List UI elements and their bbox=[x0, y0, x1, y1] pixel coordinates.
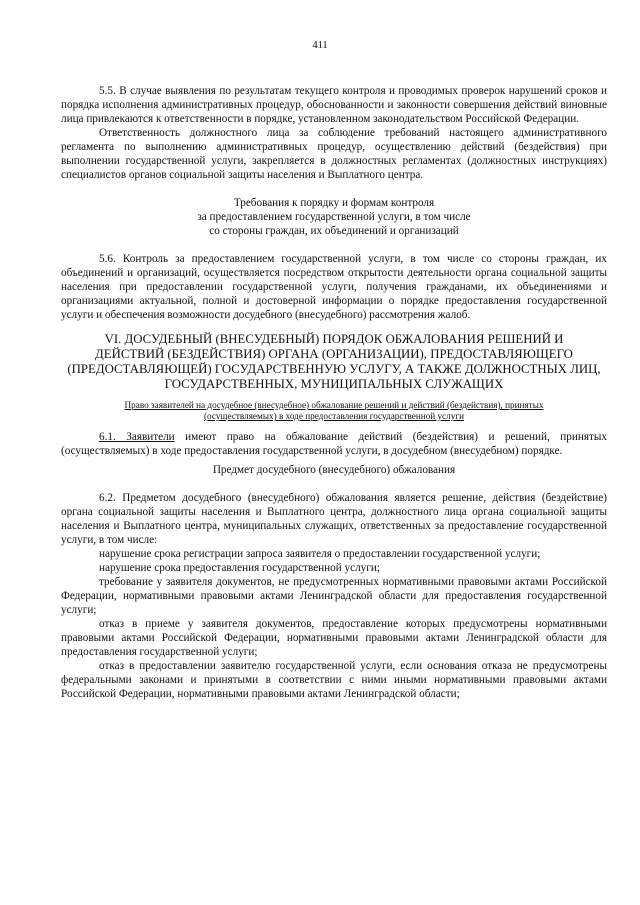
paragraph-6-1-lead: 6.1. Заявители bbox=[99, 431, 175, 443]
list-item: нарушение срока предоставления государственной услуги; bbox=[99, 562, 380, 574]
list-item: отказ в приеме у заявителя документов, предоставление которых предусмотрены нормативными правовыми актами Российской Федерации, нормативными правовыми актами Ленинградской области для предоставления государственной услуги; bbox=[61, 618, 607, 658]
list-item: нарушение срока регистрации запроса заявителя о предоставлении государственной услуги; bbox=[99, 548, 541, 560]
paragraph-6-1-rest: имеют право на обжалование действий (бездействия) и решений, принятых (осуществляемых) в ходе предоставления государственной услуги, в досудебном (внесудебном) порядке. bbox=[61, 431, 607, 457]
heading-control-line-3: со стороны граждан, их объединений и организаций bbox=[209, 225, 459, 237]
heading-control-line-1: Требования к порядку и формам контроля bbox=[233, 197, 435, 209]
spacer bbox=[61, 182, 607, 196]
paragraph-5-6: 5.6. Контроль за предоставлением государственной услуги, в том числе со стороны граждан, их объединений и организаций, осуществляется посредством открытости деятельности органа социальной защиты населения при предоставлении государственной услуги, получения гражданами, их объединениями и организациями актуальной, полной и достоверной информации о порядке предоставления государственной услуги и обеспечения возможности досудебного (внесудебного) рассмотрения жалоб. bbox=[61, 253, 607, 321]
page-content bbox=[61, 84, 607, 701]
paragraph-responsibility: Ответственность должностного лица за соблюдение требований настоящего административного регламента по выполнению административных процедур, осуществлению действий (бездействия) при выполнении государственной услуги, закрепляется в должностных регламентах (должностных инструкциях) специалистов органов социальной защиты населения и Выплатного центра. bbox=[61, 127, 607, 181]
section-title-line-2: ДЕЙСТВИЙ (БЕЗДЕЙСТВИЯ) ОРГАНА (ОРГАНИЗАЦИИ), ПРЕДОСТАВЛЯЮЩЕГО bbox=[95, 347, 573, 361]
subheading-rights bbox=[61, 400, 607, 422]
paragraph-6-1 bbox=[61, 430, 607, 458]
subheading-line-2: (осуществляемых) в ходе предоставления государственной услуги bbox=[204, 411, 464, 421]
heading-subject: Предмет досудебного (внесудебного) обжалования bbox=[212, 464, 456, 476]
page-number: 411 bbox=[312, 40, 328, 51]
spacer bbox=[61, 238, 607, 252]
section-title-line-1: VI. ДОСУДЕБНЫЙ (ВНЕСУДЕБНЫЙ) ПОРЯДОК ОБЖАЛОВАНИЯ РЕШЕНИЙ И bbox=[104, 332, 564, 346]
section-title-line-3: (ПРЕДОСТАВЛЯЮЩЕЙ) ГОСУДАРСТВЕННУЮ УСЛУГУ, А ТАКЖЕ ДОЛЖНОСТНЫХ ЛИЦ, bbox=[67, 362, 601, 376]
heading-control-line-2: за предоставлением государственной услуги, в том числе bbox=[197, 211, 471, 223]
paragraph-6-2: 6.2. Предметом досудебного (внесудебного) обжалования является решение, действия (бездействие) органа социальной защиты населения и Выплатного центра, должностного лица органа социальной защиты населения и Выплатного центра, муниципальных служащих, ответственных за предоставление государственной услуги, в том числе: bbox=[61, 492, 607, 546]
subheading-line-1: Право заявителей на досудебное (внесудебное) обжалование решений и действий (бездействия), принятых bbox=[124, 400, 544, 410]
list-item: требование у заявителя документов, не предусмотренных нормативными правовыми актами Российской Федерации, нормативными правовыми актами Ленинградской области для предоставления государственной услуги; bbox=[61, 576, 607, 616]
paragraph-5-5: 5.5. В случае выявления по результатам текущего контроля и проводимых проверок нарушений сроков и порядка исполнения административных процедур, обоснованности и законности совершения действий виновные лица привлекаются к ответственности в порядке, установленном законодательством Российской Федерации. bbox=[61, 85, 607, 125]
spacer bbox=[61, 477, 607, 491]
section-title-line-4: ГОСУДАРСТВЕННЫХ, МУНИЦИПАЛЬНЫХ СЛУЖАЩИХ bbox=[164, 377, 504, 391]
section-title bbox=[61, 332, 607, 392]
list-item: отказ в предоставлении заявителю государственной услуги, если основания отказа не предусмотрены федеральными законами и принятыми в соответствии с ними иными нормативными правовыми актами Российской Федерации, нормативными правовыми актами Ленинградской области; bbox=[61, 660, 607, 700]
